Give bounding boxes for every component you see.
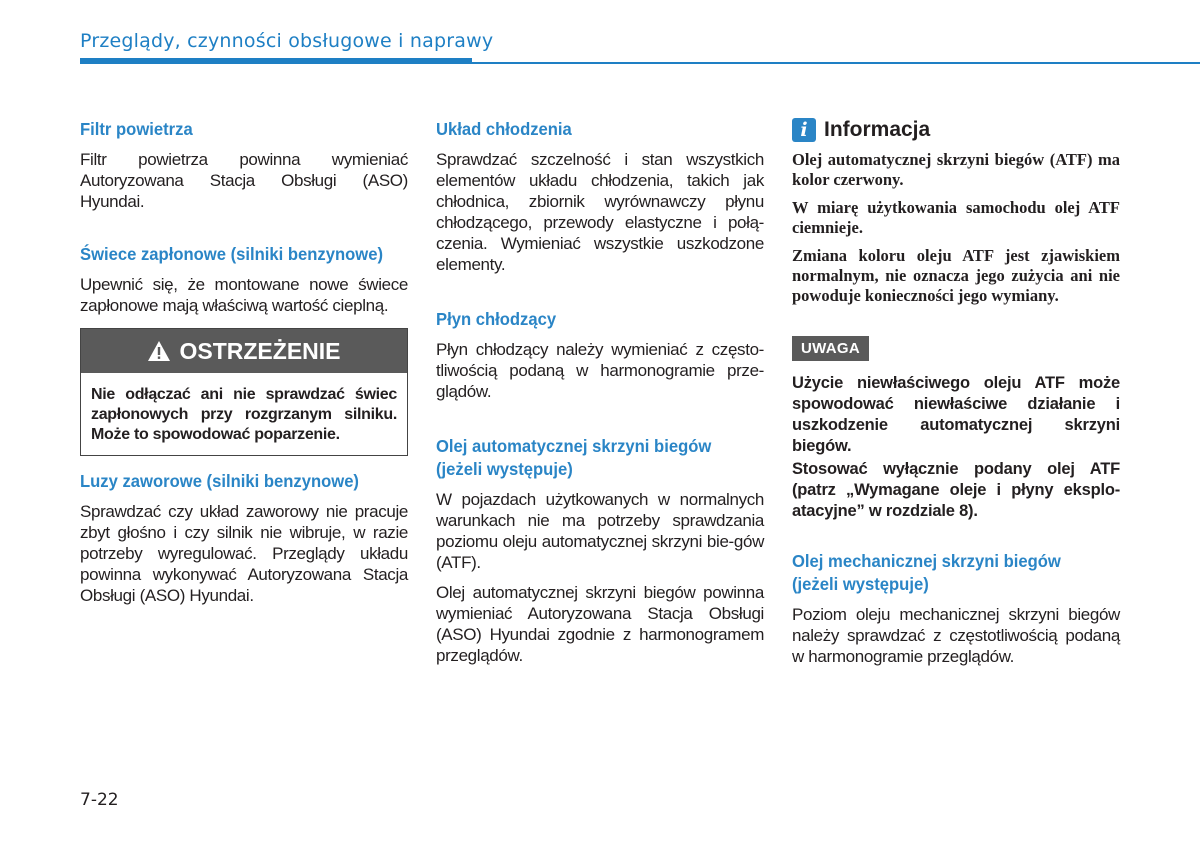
text-manual-transmission: Poziom oleju mechanicznej skrzyni biegów należy sprawdzać z częstotliwością podaną w harmonogramie przeglądów.	[792, 605, 1120, 666]
notice-text-2: Stosować wyłącznie podany olej ATF (patrz „Wymagane oleje i płyny eksplo-atacyjne” w rozdziale 8).	[792, 460, 1120, 520]
heading-air-filter: Filtr powietrza	[80, 119, 193, 139]
text-atf-1: W pojazdach użytkowanych w normalnych warunkach nie ma potrzeby sprawdzania poziomu oleju automatycznej skrzyni bie-gów (ATF).	[436, 490, 764, 572]
warning-text: Nie odłączać ani nie sprawdzać świec zapłonowych przy rozgrzanym silniku. Może to spowodować poparzenie.	[91, 386, 397, 443]
warning-triangle-icon	[147, 340, 171, 362]
notice-badge: UWAGA	[792, 336, 869, 361]
heading-atf: Olej automatycznej skrzyni biegów (jeżeli występuje)	[436, 436, 712, 479]
warning-box	[80, 328, 408, 456]
text-spark-plugs: Upewnić się, że montowane nowe świece zapłonowe mają właściwą wartość cieplną.	[80, 275, 408, 315]
notice-text-1: Użycie niewłaściwego oleju ATF może spowodować niewłaściwe działanie i uszkodzenie automatycznej skrzyni biegów.	[792, 374, 1120, 455]
info-icon: i	[792, 118, 816, 142]
section-title: Przeglądy, czynności obsługowe i naprawy	[80, 30, 494, 52]
warning-header	[81, 329, 407, 373]
page-number: 7-22	[80, 790, 119, 810]
column-2	[436, 118, 764, 675]
heading-valve-clearance: Luzy zaworowe (silniki benzynowe)	[80, 471, 359, 491]
text-atf-2: Olej automatycznej skrzyni biegów powinna wymieniać Autoryzowana Stacja Obsługi (ASO) Hyundai zgodnie z harmonogramem przeglądów.	[436, 583, 764, 665]
info-text-1: Olej automatycznej skrzyni biegów (ATF) ma kolor czerwony.	[792, 150, 1120, 189]
heading-manual-transmission: Olej mechanicznej skrzyni biegów (jeżeli występuje)	[792, 551, 1061, 594]
column-1	[80, 118, 408, 615]
heading-spark-plugs: Świece zapłonowe (silniki benzynowe)	[80, 244, 384, 264]
warning-title: OSTRZEŻENIE	[179, 337, 341, 364]
heading-coolant: Płyn chłodzący	[436, 309, 557, 329]
heading-cooling-system: Układ chłodzenia	[436, 119, 572, 139]
column-3	[792, 118, 1120, 676]
info-title: Informacja	[824, 118, 931, 141]
text-air-filter: Filtr powietrza powinna wymieniać Autoryzowana Stacja Obsługi (ASO) Hyundai.	[80, 150, 408, 211]
header-rule	[80, 62, 1200, 64]
text-coolant: Płyn chłodzący należy wymieniać z często-tliwością podaną w harmonogramie prze-glądów.	[436, 340, 764, 401]
info-text-3: Zmiana koloru oleju ATF jest zjawiskiem normalnym, nie oznacza jego zużycia ani nie powoduje konieczności jego wymiany.	[792, 246, 1120, 305]
text-valve-clearance: Sprawdzać czy układ zaworowy nie pracuje zbyt głośno i czy silnik nie wibruje, w razie potrzeby wyregulować. Przeglądy układu powinna wykonywać Autoryzowana Stacja Obsługi (ASO) Hyundai.	[80, 502, 408, 605]
text-cooling-system: Sprawdzać szczelność i stan wszystkich elementów układu chłodzenia, takich jak chłodnica, zbiornik wyrównawczy płynu chłodzącego, przewody elastyczne i połą-czenia. Wymieniać wszystkie uszkodzone elementy.	[436, 150, 764, 274]
info-text-2: W miarę użytkowania samochodu olej ATF ciemnieje.	[792, 198, 1120, 237]
info-header	[792, 118, 1120, 142]
